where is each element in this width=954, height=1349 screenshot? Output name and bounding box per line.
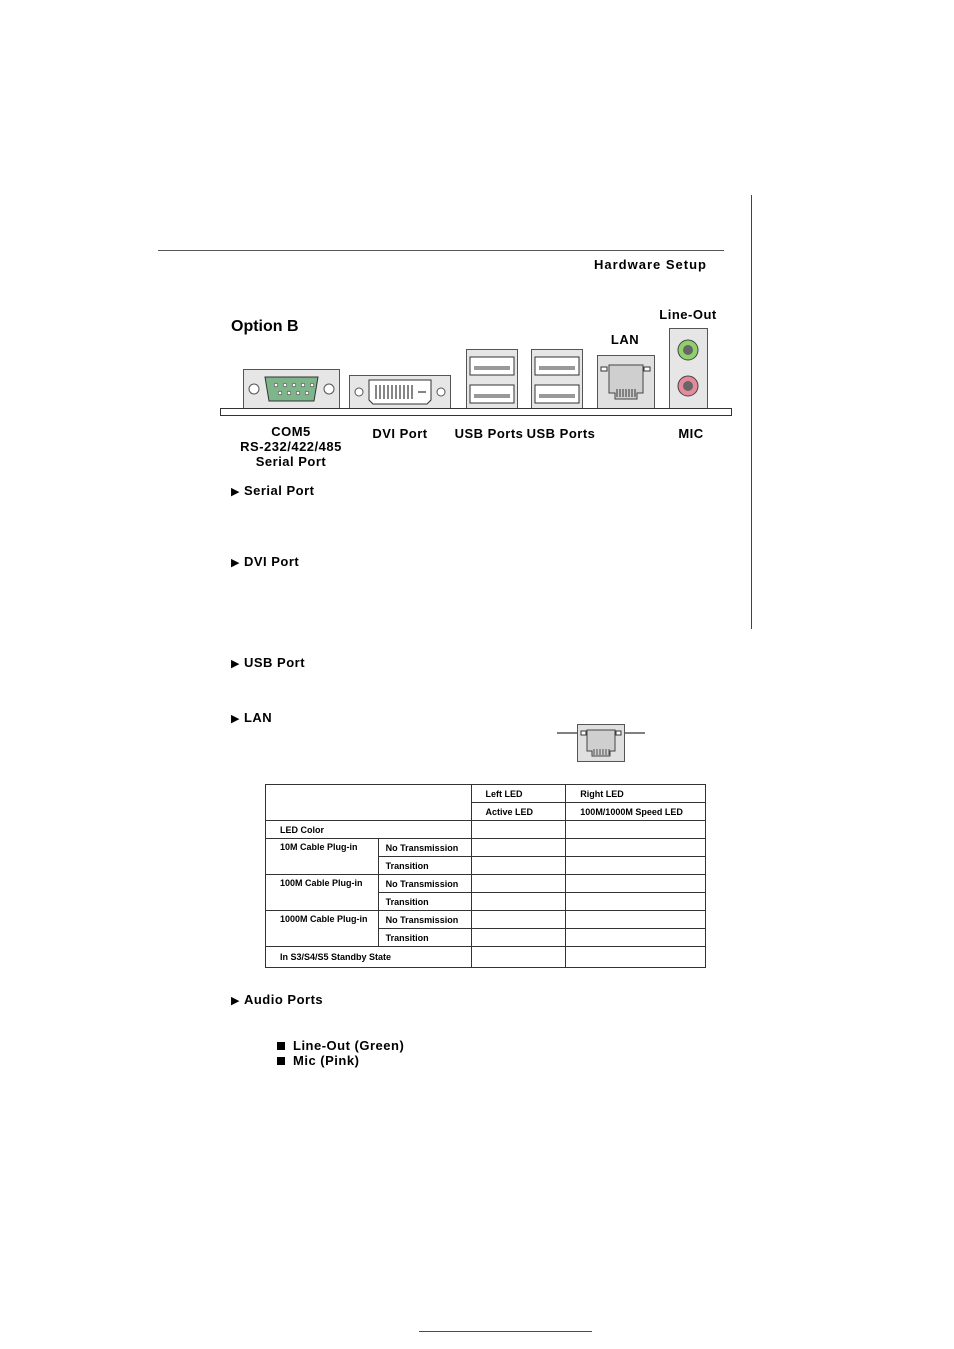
com5-label-line1: COM5 [271, 424, 311, 439]
section-audio-ports-title: Audio Ports [243, 992, 324, 1007]
lan-top-label: LAN [610, 332, 640, 347]
audio-item-line-out [277, 1038, 404, 1053]
audio-item-mic [277, 1053, 359, 1068]
table-standby-label: In S3/S4/S5 Standby State [266, 947, 472, 968]
table-cell-no-transmission: No Transmission [378, 875, 471, 893]
audio-jacks-icon [669, 328, 708, 409]
triangle-right-icon: ▶ [231, 486, 240, 498]
lan-led-table [265, 784, 706, 968]
table-cell [471, 875, 566, 893]
section-audio-ports [231, 992, 323, 1007]
usb-ports-icon-2 [531, 349, 583, 409]
dvi-port-icon [349, 375, 451, 409]
table-cell [471, 893, 566, 911]
table-group-100m: 100M Cable Plug-in [266, 875, 379, 911]
section-dvi-port-title: DVI Port [243, 554, 300, 569]
triangle-right-icon: ▶ [231, 995, 240, 1007]
com5-label-line2: RS-232/422/485 [240, 439, 342, 454]
table-cell [566, 929, 706, 947]
page-header-title: Hardware Setup [594, 257, 707, 272]
section-lan [231, 710, 272, 725]
table-cell [566, 857, 706, 875]
section-dvi-port [231, 554, 299, 569]
table-cell [566, 839, 706, 857]
option-label: Option B [231, 318, 299, 335]
mic-label: MIC [678, 426, 704, 441]
lan-led-diagram-icon [557, 723, 645, 763]
triangle-right-icon: ▶ [231, 557, 240, 569]
table-cell [566, 947, 706, 968]
header-rule [158, 250, 724, 251]
table-cell [471, 947, 566, 968]
table-header-right-led: Right LED [566, 785, 706, 803]
table-cell-transition: Transition [378, 929, 471, 947]
triangle-right-icon: ▶ [231, 713, 240, 725]
audio-item-line-out-label: Line-Out (Green) [293, 1038, 405, 1053]
section-serial-port [231, 483, 315, 498]
square-bullet-icon [277, 1057, 285, 1065]
table-cell [566, 893, 706, 911]
table-cell [471, 839, 566, 857]
table-cell [471, 857, 566, 875]
square-bullet-icon [277, 1042, 285, 1050]
table-led-color-label: LED Color [266, 821, 472, 839]
line-out-top-label: Line-Out [659, 307, 717, 322]
com5-label-line3: Serial Port [255, 454, 327, 469]
table-corner-cell [266, 785, 472, 821]
footer-link-underline[interactable] [419, 1331, 592, 1332]
table-cell-no-transmission: No Transmission [378, 911, 471, 929]
table-cell-transition: Transition [378, 893, 471, 911]
section-serial-port-title: Serial Port [243, 483, 315, 498]
table-header-left-led: Left LED [471, 785, 566, 803]
table-cell [566, 875, 706, 893]
table-cell-no-transmission: No Transmission [378, 839, 471, 857]
usb-label-2: USB Ports [526, 426, 596, 441]
table-header-speed-led: 100M/1000M Speed LED [566, 803, 706, 821]
usb-label-1: USB Ports [454, 426, 524, 441]
panel-base [220, 408, 732, 416]
table-cell [471, 911, 566, 929]
table-cell [566, 911, 706, 929]
section-usb-port-title: USB Port [243, 655, 306, 670]
usb-ports-icon [466, 349, 518, 409]
section-usb-port [231, 655, 305, 670]
table-group-1000m: 1000M Cable Plug-in [266, 911, 379, 947]
lan-port-icon [597, 355, 655, 409]
audio-item-mic-label: Mic (Pink) [293, 1053, 360, 1068]
section-lan-title: LAN [243, 710, 273, 725]
table-header-active-led: Active LED [471, 803, 566, 821]
com5-label [231, 424, 351, 469]
dvi-label: DVI Port [372, 426, 428, 441]
side-rule [751, 195, 752, 629]
table-cell-transition: Transition [378, 857, 471, 875]
table-cell [566, 821, 706, 839]
table-cell [471, 821, 566, 839]
triangle-right-icon: ▶ [231, 658, 240, 670]
table-cell [471, 929, 566, 947]
serial-port-icon [243, 369, 340, 409]
table-group-10m: 10M Cable Plug-in [266, 839, 379, 875]
